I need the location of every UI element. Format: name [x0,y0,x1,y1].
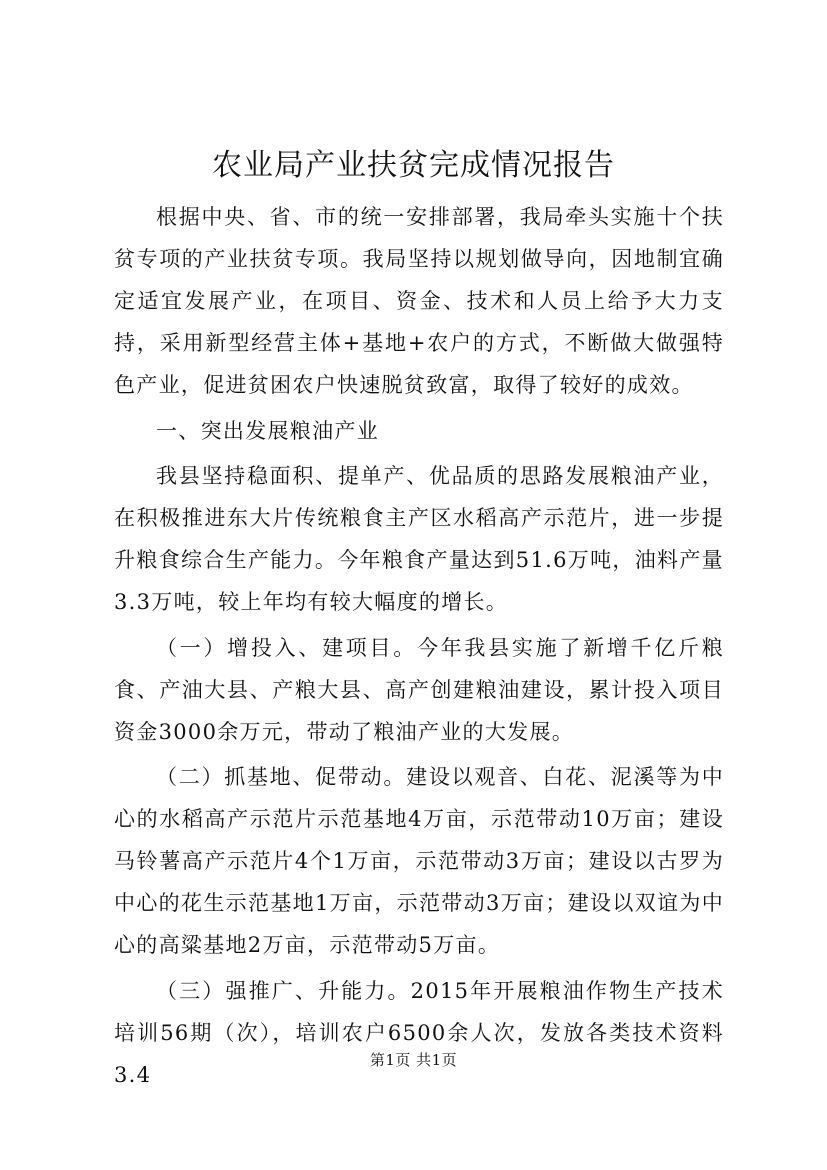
page-footer: 第1页 共1页 [369,1051,458,1069]
paragraph-investment: （一）增投入、建项目。今年我县实施了新增千亿斤粮食、产油大县、产粮大县、高产创建粮油建设，累计投入项目资金3000余万元，带动了粮油产业的大发展。 [114,635,724,744]
document-body [114,196,724,1099]
document-title: 农业局产业扶贫完成情况报告 [212,148,615,183]
paragraph-bases: （二）抓基地、促带动。建设以观音、白花、泥溪等为中心的水稻高产示范片示范基地4万亩，示范带动10万亩；建设马铃薯高产示范片4个1万亩，示范带动3万亩；建设以古罗为中心的花生示范基地1万亩，示范带动3万亩；建设以双谊为中心的高粱基地2万亩，示范带动5万亩。 [114,765,724,957]
section-heading-grain-oil: 一、突出发展粮油产业 [156,418,379,443]
paragraph-training: （三）强推广、升能力。2015年开展粮油作物生产技术培训56期（次），培训农户6500余人次，发放各类技术资料3.4 [114,978,724,1087]
paragraph-grain-oil: 我县坚持稳面积、提单产、优品质的思路发展粮油产业，在积极推进东大片传统粮食主产区水稻高产示范片，进一步提升粮食综合生产能力。今年粮食产量达到51.6万吨，油料产量3.3万吨，较上年均有较大幅度的增长。 [114,464,724,614]
paragraph-intro: 根据中央、省、市的统一安排部署，我局牵头实施十个扶贫专项的产业扶贫专项。我局坚持以规划做导向，因地制宜确定适宜发展产业，在项目、资金、技术和人员上给予大力支持，采用新型经营主体+基地+农户的方式，不断做大做强特色产业，促进贫困农户快速脱贫致富，取得了较好的成效。 [114,205,724,397]
